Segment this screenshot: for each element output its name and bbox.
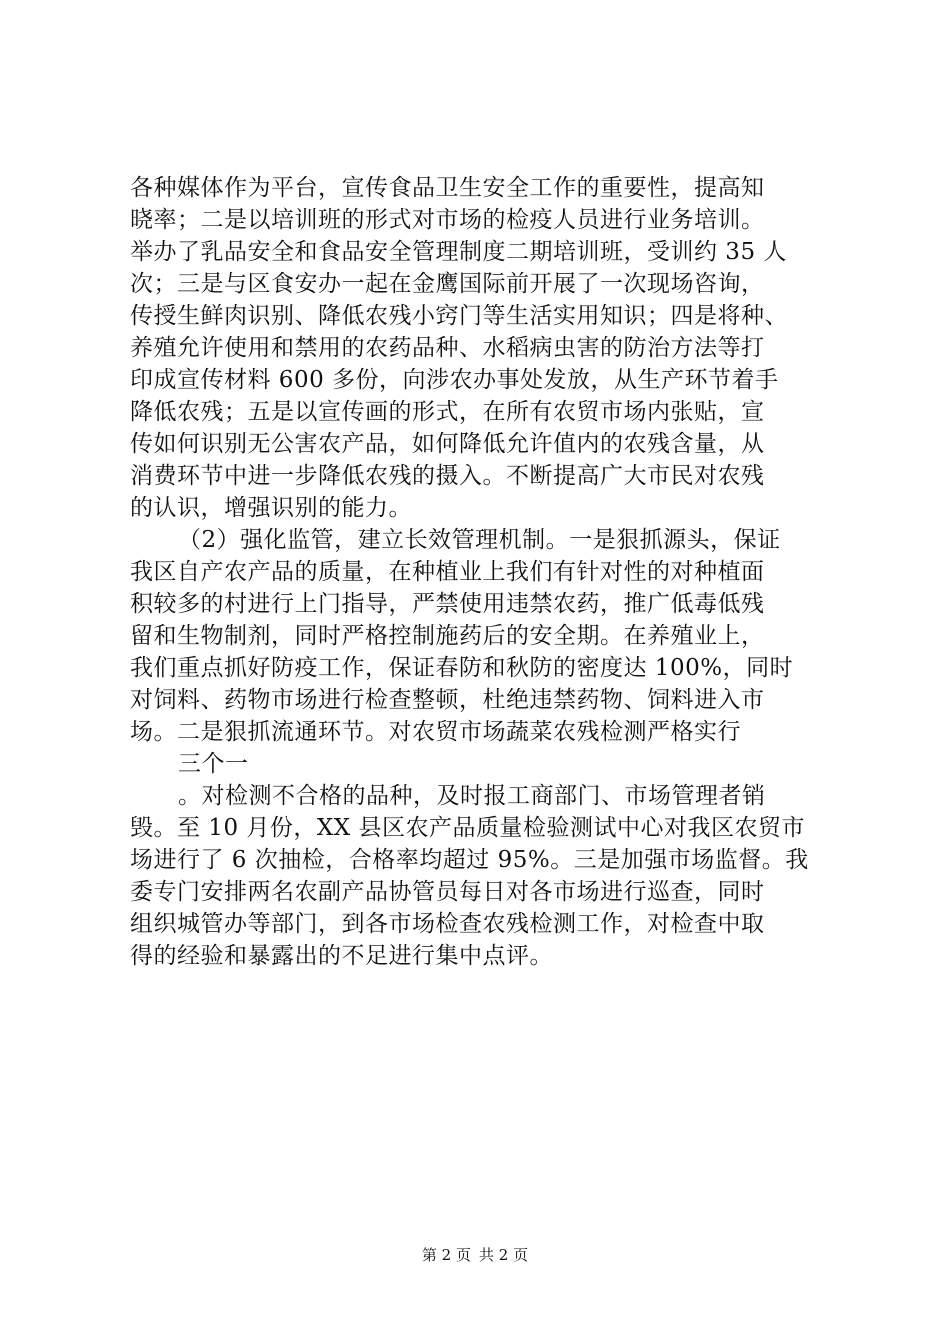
text-line: 组织城管办等部门，到各市场检查农残检测工作，对检查中取 — [130, 911, 765, 937]
text-line: 毁。至 10 月份，XX 县区农产品质量检验测试中心对我区农贸市 — [130, 815, 805, 841]
text-line: 传授生鲜肉识别、降低农残小窍门等生活实用知识；四是将种、 — [130, 303, 788, 329]
text-line-indented: 。对检测不合格的品种，及时报工商部门、市场管理者销 — [178, 783, 766, 809]
text-line: 降低农残；五是以宣传画的形式，在所有农贸市场内张贴，宣 — [130, 399, 765, 425]
text-line: 印成宣传材料 600 多份，向涉农办事处发放，从生产环节着手 — [130, 367, 779, 393]
page-footer — [0, 1245, 950, 1265]
text-line: 各种媒体作为平台，宣传食品卫生安全工作的重要性，提高知 — [130, 175, 765, 201]
text-line: 场进行了 6 次抽检，合格率均超过 95%。三是加强市场监督。我 — [130, 847, 809, 873]
text-line: 我们重点抓好防疫工作，保证春防和秋防的密度达 100%，同时 — [130, 655, 794, 681]
document-body — [130, 172, 850, 972]
text-line: 我区自产农产品的质量，在种植业上我们有针对性的对种植面 — [130, 559, 765, 585]
text-line: 委专门安排两名农副产品协管员每日对各市场进行巡查，同时 — [130, 879, 765, 905]
text-line: 次；三是与区食安办一起在金鹰国际前开展了一次现场咨询， — [130, 271, 765, 297]
text-line: 积较多的村进行上门指导，严禁使用违禁农药，推广低毒低残 — [130, 591, 765, 617]
page-number: 第 2 页 — [421, 1246, 471, 1264]
text-line-indented: 三个一 — [178, 751, 249, 777]
text-line: 晓率；二是以培训班的形式对市场的检疫人员进行业务培训。 — [130, 207, 765, 233]
text-line: 的认识，增强识别的能力。 — [130, 495, 412, 521]
text-line: 得的经验和暴露出的不足进行集中点评。 — [130, 943, 553, 969]
text-line: 场。二是狠抓流通环节。对农贸市场蔬菜农残检测严格实行 — [130, 719, 741, 745]
total-pages: 共 2 页 — [479, 1246, 529, 1264]
text-line: 对饲料、药物市场进行检查整顿，杜绝违禁药物、饲料进入市 — [130, 687, 765, 713]
text-line: 传如何识别无公害农产品，如何降低允许值内的农残含量，从 — [130, 431, 765, 457]
text-line: 养殖允许使用和禁用的农药品种、水稻病虫害的防治方法等打 — [130, 335, 765, 361]
text-line: 举办了乳品安全和食品安全管理制度二期培训班，受训约 35 人 — [130, 239, 787, 265]
text-line: 消费环节中进一步降低农残的摄入。不断提高广大市民对农残 — [130, 463, 765, 489]
paragraph-start-line: （2）强化监管，建立长效管理机制。一是狠抓源头，保证 — [178, 527, 781, 553]
text-line: 留和生物制剂，同时严格控制施药后的安全期。在养殖业上， — [130, 623, 765, 649]
